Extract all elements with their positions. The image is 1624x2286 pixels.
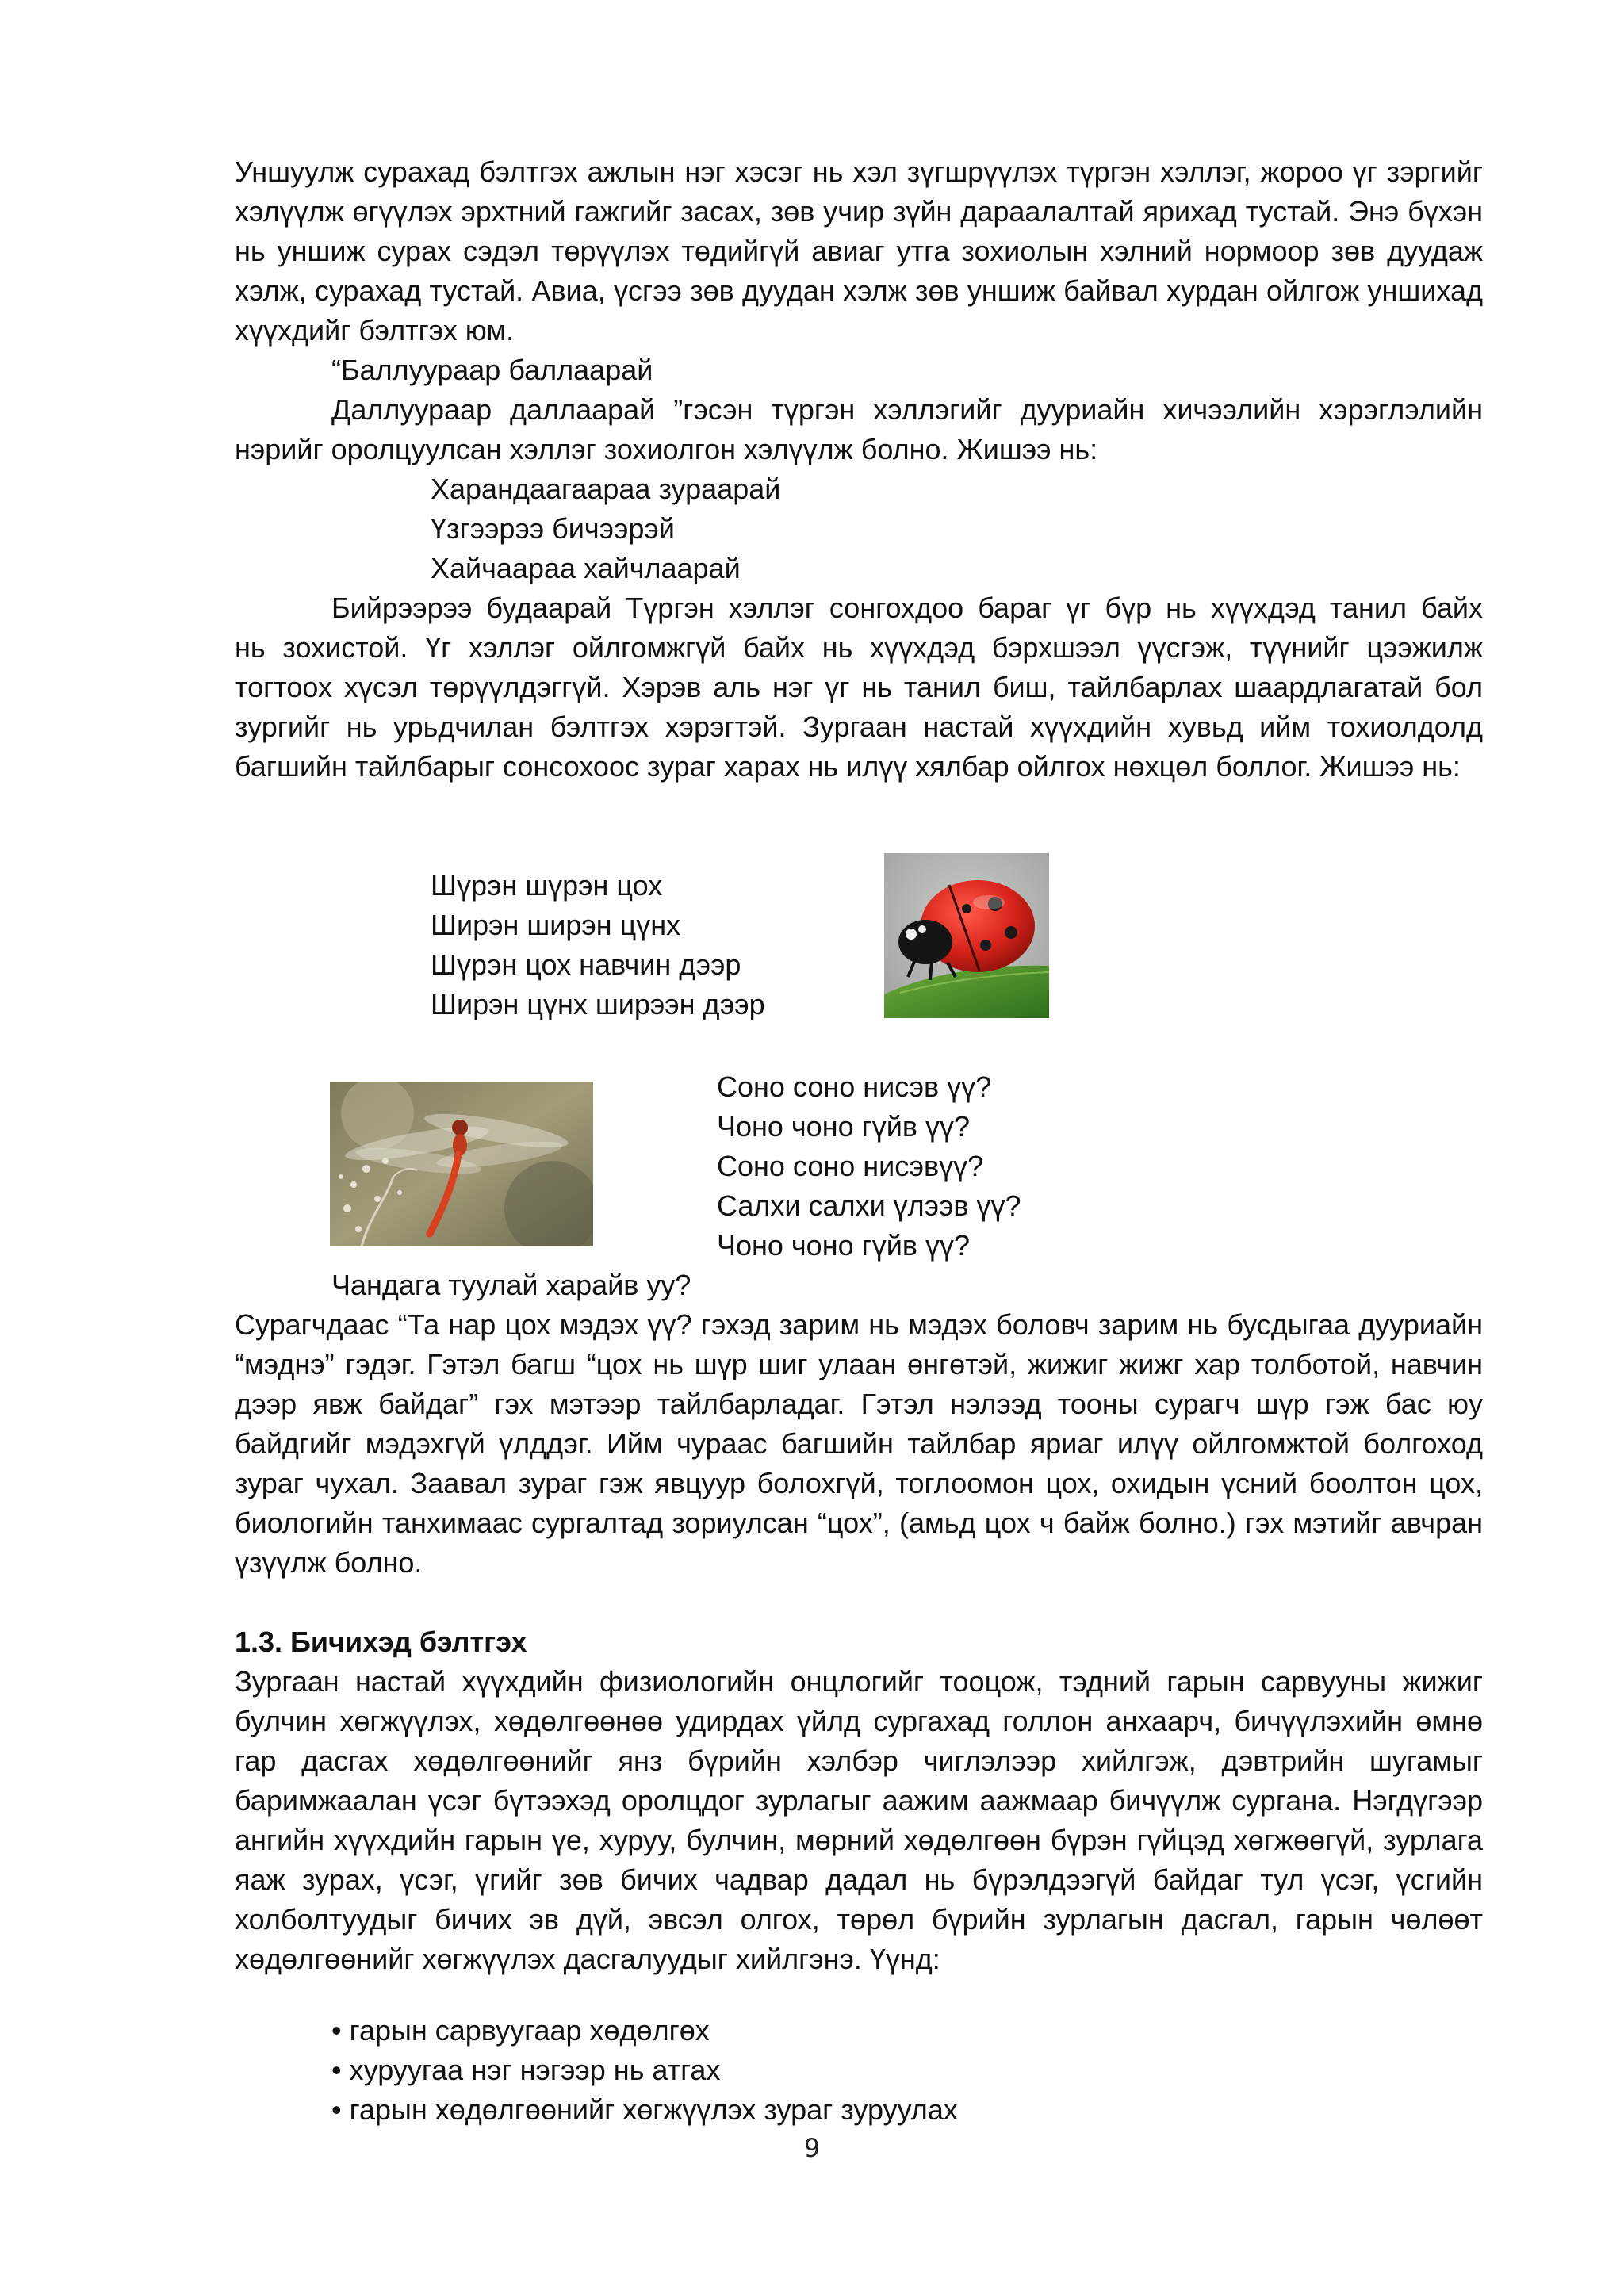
poem1-line-1: Шүрэн шүрэн цох: [431, 869, 663, 902]
section-heading: 1.3. Бичихэд бэлтгэх: [235, 1625, 527, 1658]
poem1-line-4: Ширэн цүнх ширээн дээр: [431, 988, 765, 1020]
dragonfly-image: [330, 1082, 593, 1246]
example-line-3: Хайчаараа хайчлаарай: [431, 552, 741, 584]
poem1-line-3: Шүрэн цох навчин дээр: [431, 948, 741, 981]
paragraph-3: Сурагчдаас “Та нар цох мэдэх үү? гэхэд зарим нь мэдэх боловч зарим нь бусдыгаа дууриайн “мэднэ” гэдэг. Гэтэл багш “цох нь шүр шиг улаан өнгөтэй, жижиг жижг хар толботой, навчин дээр явж байдаг” гэх мэтээр тайлбарладаг. Гэтэл нэлээд тооны сурагч шүр гэж бас юу байдгийг мэдэхгүй үлддэг. Ийм чураас багшийн тайлбар яриаг илүү ойлгомжтой болгоход зураг чухал. Заавал зураг гэж явцуур болохгүй, тоглоомон цох, охидын үсний боолтон цох, биологийн танхимаас сургалтад зориулсан “цох”, (амьд цох ч байж болно.) гэх мэтийг авчран үзүүлж болно.: [235, 1308, 1483, 1579]
poem2-line-2: Чоно чоно гүйв үү?: [717, 1110, 970, 1143]
poem2-line-3: Соно соно нисэвүү?: [717, 1150, 984, 1182]
poem1-line-2: Ширэн ширэн цүнх: [431, 909, 681, 941]
quote-line-3: нэрийг оролцуулсан хэллэг зохиолгон хэлүүлж болно. Жишээ нь:: [235, 433, 1098, 465]
poem2-last-line: Чандага туулай харайв уу?: [331, 1269, 691, 1301]
example-line-2: Үзгээрээ бичээрэй: [431, 512, 675, 545]
page-number: 9: [803, 2133, 821, 2163]
bullet-item-1: • гарын сарвуугаар хөдөлгөх: [331, 2014, 710, 2047]
quote-line-1: “Баллуураар баллаарай: [331, 354, 653, 386]
bullet-item-3: • гарын хөдөлгөөнийг хөгжүүлэх зураг зуруулах: [331, 2093, 958, 2126]
bullet-item-2: • хуруугаа нэг нэгээр нь атгах: [331, 2054, 721, 2086]
ladybug-image: [884, 853, 1049, 1018]
paragraph-reading-preparation: Уншуулж сурахад бэлтгэх ажлын нэг хэсэг нь хэл зүгшрүүлэх түргэн хэллэг, жороо үг зэргийг хэлүүлж өгүүлэх эрхтний гажгийг засах, зөв учир зүйн дараалалтай ярихад тустай. Энэ бүхэн нь уншиж сурах сэдэл төрүүлэх төдийгүй авиаг утга зохиолын хэлний нормоор зөв дуудаж хэлж, сурахад тустай. Авиа, үсгээ зөв дуудан хэлж зөв уншиж байвал хурдан ойлгож уншихад хүүхдийг бэлтгэх юм.: [235, 155, 1483, 347]
poem2-line-5: Чоно чоно гүйв үү?: [717, 1229, 970, 1262]
paragraph-4: Зургаан настай хүүхдийн физиологийн онцлогийг тооцож, тэдний гарын сарвууны жижиг булчин хөгжүүлэх, хөдөлгөөнөө удирдах үйлд сургахад голлон анхаарч, бичүүлэхийн өмнө гар дасгах хөдөлгөөнийг янз бүрийн хэлбэр чиглэлээр хийлгэж, дэвтрийн шугамыг баримжаалан үсэг бүтээхэд оролцдог зурлагыг аажим аажмаар бичүүлж сургана. Нэгдүгээр ангийн хүүхдийн гарын үе, хуруу, булчин, мөрний хөдөлгөөн бүрэн гүйцэд хөгжөөгүй, зурлага яаж зурах, үсэг, үгийг зөв бичих чадвар дадал нь бүрэлдээгүй байдаг тул үсэг, үсгийн холболтуудыг бичих эв дүй, эвсэл олгох, төрөл бүрийн зурлагын дасгал, гарын чөлөөт хөдөлгөөнийг хөгжүүлэх дасгалуудыг хийлгэнэ. Үүнд:: [235, 1665, 1483, 1975]
poem2-line-1: Соно соно нисэв үү?: [717, 1070, 992, 1103]
example-line-1: Харандаагаараа зураарай: [431, 473, 781, 505]
quote-line-2: Даллуураар даллаарай ”гэсэн түргэн хэллэгийг дууриайн хичээлийн хэрэглэлийн: [331, 393, 1483, 426]
poem2-line-4: Салхи салхи үлээв үү?: [717, 1189, 1021, 1222]
paragraph-2: нь зохистой. Үг хэллэг ойлгомжгүй байх нь хүүхдэд бэрхшээл үүсгэж, түүнийг цээжилж тогтоох хүсэл төрүүлдэггүй. Хэрэв аль нэг үг нь танил биш, тайлбарлах шаардлагатай бол зургийг нь урьдчилан бэлтгэх хэрэгтэй. Зургаан настай хүүхдийн хувьд ийм тохиолдолд багшийн тайлбарыг сонсохоос зураг харах нь илүү хялбар ойлгох нөхцөл боллог. Жишээ нь:: [235, 631, 1483, 783]
paragraph-2-first-line: Бийрээрээ будаарай Түргэн хэллэг сонгохдоо бараг үг бүр нь хүүхдэд танил байх: [331, 592, 1483, 624]
